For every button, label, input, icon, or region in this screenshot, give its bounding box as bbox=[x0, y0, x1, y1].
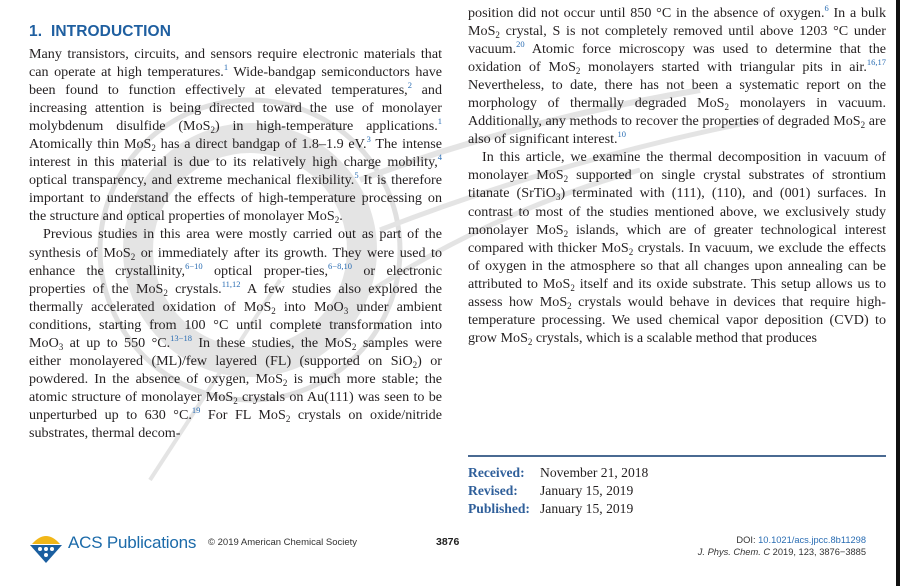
left-column bbox=[29, 23, 442, 442]
reference-link[interactable]: 19 bbox=[191, 404, 201, 415]
page-number: 3876 bbox=[436, 536, 460, 548]
reference-link[interactable]: 3 bbox=[366, 134, 371, 145]
paragraph-this-article: In this article, we examine the thermal decomposition in vacuum of monolayer MoS$_2$ supported on single crystal substrates of strontium titanate (SrTiO$_3$) terminated with (111), (110), and (001) surfaces. In contrast to most of the studies mentioned above, we exclusively study monolayer MoS$_2$ islands, which are of greater technological interest compared with thicker MoS$_2$ crystals. In vacuum, we exclude the effects of oxygen in the atmosphere so that all changes upon annealing can be attributed to MoS$_2$ itself and its oxide substrate. This setup allows us to assess how MoS$_2$ crystals would behave in devices that require high-temperature processing. We used chemical vapor deposition (CVD) to grow MoS$_2$ crystals, which is a scalable method that produces bbox=[468, 149, 887, 347]
reference-link[interactable]: 5 bbox=[354, 170, 359, 181]
reference-link[interactable]: 6−8,10 bbox=[328, 260, 352, 271]
journal-name: J. Phys. Chem. C bbox=[697, 547, 771, 557]
history-received: Received: November 21, 2018 bbox=[468, 465, 649, 480]
reference-link[interactable]: 6 bbox=[824, 3, 829, 13]
reference-link[interactable]: 1 bbox=[437, 116, 442, 127]
page-footer bbox=[0, 528, 900, 568]
acs-publications-brand[interactable]: ACS Publications bbox=[68, 533, 197, 552]
reference-link[interactable]: 6−10 bbox=[185, 260, 203, 271]
paragraph-previous-studies: Previous studies in this area were mostly carried out as part of the synthesis of MoS$_2$ or immediately after its growth. They were used to enhance the crystallinity,$^{6-10}$ optical proper-ties,$^{6-8,10}$ or electronic properties of the MoS$_2$ crystals.$^{11,12}$ A few studies also explored the thermally accelerated oxidation of MoS$_2$ into MoO$_3$ under ambient conditions, starting from 100 °C until complete transformation into MoO$_3$ at up to 550 °C.$^{13-18}$ In these studies, the MoS$_2$ samples were either monolayered (ML)/few layered (FL) (supported on SiO$_2$) or powdered. In the absence of oxygen, MoS$_2$ is much more stable; the atomic structure of monolayer MoS$_2$ crystals on Au(111) was seen to be unperturbed up to 630 °C.$^{19}$ For FL MoS$_2$ crystals on oxide/nitride substrates, thermal decom- bbox=[29, 226, 443, 441]
history-revised: Revised: January 15, 2019 bbox=[468, 483, 634, 498]
reference-link[interactable]: 4 bbox=[437, 152, 442, 163]
reference-link[interactable]: 13−18 bbox=[170, 332, 192, 343]
copyright-notice: © 2019 American Chemical Society bbox=[208, 537, 358, 548]
paragraph-continued: position did not occur until 850 °C in the absence of oxygen.$^6$ In a bulk MoS$_2$ crystal, S is not completely removed until above 1203 °C under vacuum.$^{20}$ Atomic force microscopy was used to determine that the oxidation of MoS$_2$ monolayers started with triangular pits in air.$^{16,17}$ Nevertheless, to date, there has not been a systematic report on the morphology of thermally degraded MoS$_2$ monolayers in vacuum. Additionally, any methods to recover the properties of degraded MoS$_2$ are also of significant interest.$^{10}$ bbox=[468, 3, 887, 148]
section-heading: 1. INTRODUCTION bbox=[29, 23, 171, 40]
reference-link[interactable]: 2 bbox=[407, 80, 412, 91]
right-column bbox=[468, 4, 886, 347]
acs-logo-icon bbox=[28, 530, 64, 564]
doi-link[interactable]: 10.1021/acs.jpcc.8b11298 bbox=[758, 535, 866, 545]
citation-info: 2019, 123, 3876−3885 bbox=[770, 547, 866, 557]
reference-link[interactable]: 1 bbox=[223, 62, 229, 73]
article-history bbox=[468, 455, 886, 518]
reference-link[interactable]: 11,12 bbox=[221, 278, 241, 289]
reference-link[interactable]: 20 bbox=[516, 39, 525, 50]
history-published: Published: January 15, 2019 bbox=[468, 501, 634, 516]
reference-link[interactable]: 10 bbox=[617, 129, 627, 140]
reference-link[interactable]: 16,17 bbox=[866, 57, 886, 68]
doi-citation: DOI: 10.1021/acs.jpcc.8b11298 J. Phys. Chem. C 2019, 123, 3876−3885 bbox=[697, 535, 866, 557]
paragraph-intro: Many transistors, circuits, and sensors require electronic materials that can operate at high temperatures.$^1$ Wide-bandgap semiconductors have been found to function effectively at elevated temperatures,$^2$ and increasing attention is being directed toward the use of monolayer molybdenum disulfide (MoS$_2$) in high-temperature applications.$^1$ Atomically thin MoS$_2$ has a direct bandgap of 1.8–1.9 eV.$^3$ The intense interest in this material is due to its relatively high charge mobility,$^4$ optical transparency, and extreme mechanical flexibility.$^5$ It is therefore important to understand the effects of high-temperature processing on the structure and optical properties of monolayer MoS$_2$. bbox=[29, 46, 443, 226]
window-edge bbox=[896, 0, 900, 586]
